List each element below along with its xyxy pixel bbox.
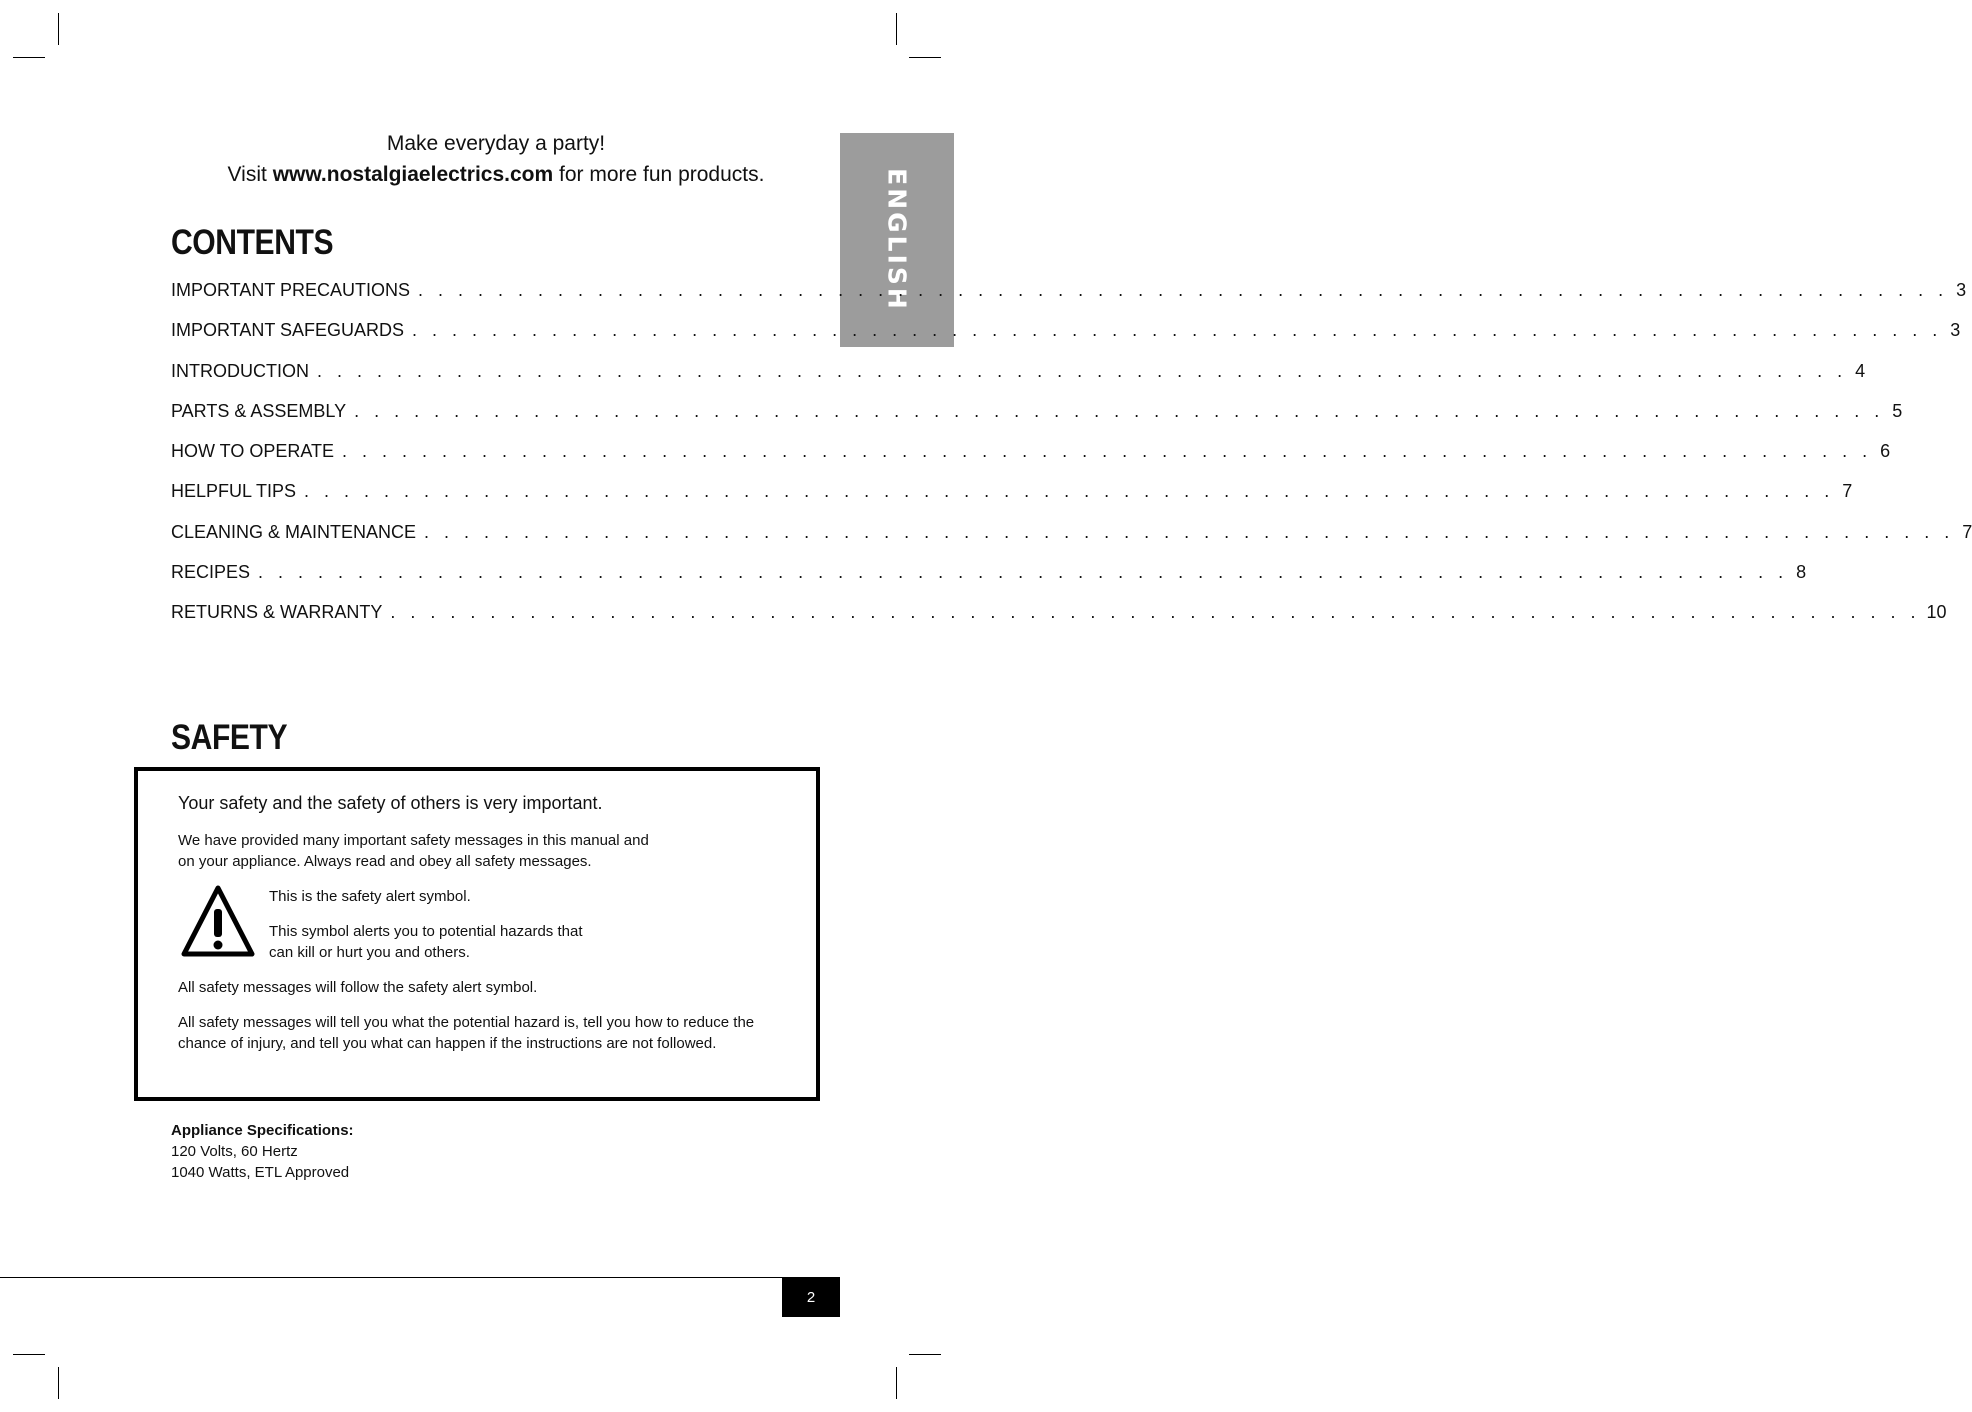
safety-lead: Your safety and the safety of others is very important. bbox=[178, 793, 603, 813]
specs-line1: 120 Volts, 60 Hertz bbox=[171, 1143, 298, 1160]
specs-title: Appliance Specifications: bbox=[171, 1122, 354, 1139]
toc-leader-dots: . . . . . . . . . . . . . . . . . . . . . . . . . . . . . . . . . . . . . . . . . . . . . . . . . . . . . . . . . . . . . . . . . . . . . . . . . . . . . bbox=[418, 280, 1949, 300]
toc-leader-dots: . . . . . . . . . . . . . . . . . . . . . . . . . . . . . . . . . . . . . . . . . . . . . . . . . . . . . . . . . . . . . . . . . . . . . . . . . . . . . bbox=[354, 400, 1885, 421]
crop-mark bbox=[13, 1354, 45, 1355]
crop-mark bbox=[909, 57, 941, 58]
toc-item-label: CLEANING & MAINTENANCE bbox=[171, 521, 417, 542]
toc-item[interactable] bbox=[171, 521, 1972, 562]
tagline-line1: Make everyday a party! bbox=[386, 132, 606, 155]
crop-mark bbox=[909, 1354, 941, 1355]
safety-symbol-alert bbox=[269, 921, 583, 963]
language-tab bbox=[840, 133, 954, 347]
table-of-contents bbox=[171, 280, 1972, 643]
safety-tell-line1: All safety messages will tell you what the potential hazard is, tell you how to reduce the bbox=[178, 1014, 755, 1031]
toc-item-label: INTRODUCTION bbox=[171, 360, 309, 381]
toc-item-label: IMPORTANT PRECAUTIONS bbox=[171, 280, 411, 300]
toc-leader-dots: . . . . . . . . . . . . . . . . . . . . . . . . . . . . . . . . . . . . . . . . . . . . . . . . . . . . . . . . . . . . . . . . . . . . . . . . . . . . . bbox=[390, 602, 1921, 623]
toc-item-page: 3 bbox=[1950, 320, 1961, 341]
visit-prefix: Visit bbox=[227, 163, 273, 186]
toc-item-page: 8 bbox=[1796, 562, 1807, 583]
toc-leader-dots: . . . . . . . . . . . . . . . . . . . . . . . . . . . . . . . . . . . . . . . . . . . . . . . . . . . . . . . . . . . . . . . . . . . . . . . . . . . . . bbox=[258, 562, 1789, 583]
toc-item-page: 6 bbox=[1880, 441, 1891, 462]
toc-item[interactable] bbox=[171, 481, 1853, 521]
toc-item-label: PARTS & ASSEMBLY bbox=[171, 400, 347, 421]
toc-leader-dots: . . . . . . . . . . . . . . . . . . . . . . . . . . . . . . . . . . . . . . . . . . . . . . . . . . . . . . . . . . . . . . . . . . . . . . . . . . . . . bbox=[342, 441, 1873, 462]
safety-intro-line2: on your appliance. Always read and obey all safety messages. bbox=[178, 853, 592, 870]
tagline bbox=[170, 128, 822, 190]
crop-mark bbox=[896, 13, 897, 45]
page-number: 2 bbox=[782, 1278, 840, 1317]
safety-heading: SAFETY bbox=[171, 718, 288, 757]
toc-item[interactable] bbox=[171, 602, 1947, 642]
language-tab-label: ENGLISH bbox=[882, 168, 912, 312]
crop-mark bbox=[58, 13, 59, 45]
crop-mark bbox=[58, 1367, 59, 1399]
toc-item[interactable] bbox=[171, 320, 1961, 360]
toc-item-label: HOW TO OPERATE bbox=[171, 441, 335, 462]
appliance-specifications bbox=[171, 1120, 354, 1183]
safety-tell-line2: chance of injury, and tell you what can happen if the instructions are not followed. bbox=[178, 1035, 717, 1052]
safety-tell-text bbox=[178, 1012, 754, 1054]
safety-intro bbox=[178, 830, 649, 872]
toc-item[interactable] bbox=[171, 280, 1967, 320]
toc-item-label: IMPORTANT SAFEGUARDS bbox=[171, 320, 405, 341]
toc-item-page: 3 bbox=[1956, 280, 1967, 300]
toc-item-label: HELPFUL TIPS bbox=[171, 481, 297, 502]
toc-leader-dots: . . . . . . . . . . . . . . . . . . . . . . . . . . . . . . . . . . . . . . . . . . . . . . . . . . . . . . . . . . . . . . . . . . . . . . . . . . . . . bbox=[412, 320, 1943, 341]
toc-item-page: 5 bbox=[1892, 400, 1903, 421]
toc-item[interactable] bbox=[171, 360, 1866, 401]
crop-mark bbox=[13, 57, 45, 58]
website-link[interactable]: www.nostalgiaelectrics.com bbox=[272, 163, 554, 186]
toc-item-label: RETURNS & WARRANTY bbox=[171, 602, 383, 623]
safety-symbol-alert-line2: can kill or hurt you and others. bbox=[269, 944, 470, 961]
safety-symbol-text: This is the safety alert symbol. bbox=[269, 888, 471, 905]
toc-item-page: 7 bbox=[1842, 481, 1853, 502]
toc-item[interactable] bbox=[171, 441, 1891, 481]
toc-item[interactable] bbox=[171, 562, 1807, 602]
visit-suffix: for more fun products. bbox=[553, 163, 765, 186]
toc-item-page: 4 bbox=[1855, 360, 1866, 381]
footer-rule bbox=[0, 1277, 840, 1278]
toc-leader-dots: . . . . . . . . . . . . . . . . . . . . . . . . . . . . . . . . . . . . . . . . . . . . . . . . . . . . . . . . . . . . . . . . . . . . . . . . . . . . . bbox=[424, 521, 1955, 542]
toc-item[interactable] bbox=[171, 400, 1903, 441]
safety-symbol-alert-line1: This symbol alerts you to potential hazards that bbox=[269, 923, 583, 940]
toc-leader-dots: . . . . . . . . . . . . . . . . . . . . . . . . . . . . . . . . . . . . . . . . . . . . . . . . . . . . . . . . . . . . . . . . . . . . . . . . . . . . . bbox=[304, 481, 1835, 502]
specs-line2: 1040 Watts, ETL Approved bbox=[171, 1164, 350, 1181]
toc-item-label: RECIPES bbox=[171, 562, 251, 583]
warning-triangle-icon bbox=[182, 885, 254, 957]
toc-item-page: 7 bbox=[1962, 521, 1972, 542]
tagline-line2 bbox=[170, 159, 822, 190]
safety-intro-line1: We have provided many important safety messages in this manual and bbox=[178, 832, 649, 849]
safety-box bbox=[134, 767, 820, 1101]
toc-leader-dots: . . . . . . . . . . . . . . . . . . . . . . . . . . . . . . . . . . . . . . . . . . . . . . . . . . . . . . . . . . . . . . . . . . . . . . . . . . . . . bbox=[317, 360, 1848, 381]
crop-mark bbox=[896, 1367, 897, 1399]
safety-follow-text: All safety messages will follow the safety alert symbol. bbox=[178, 979, 538, 996]
toc-item-page: 10 bbox=[1926, 602, 1947, 623]
contents-heading: CONTENTS bbox=[171, 223, 334, 262]
